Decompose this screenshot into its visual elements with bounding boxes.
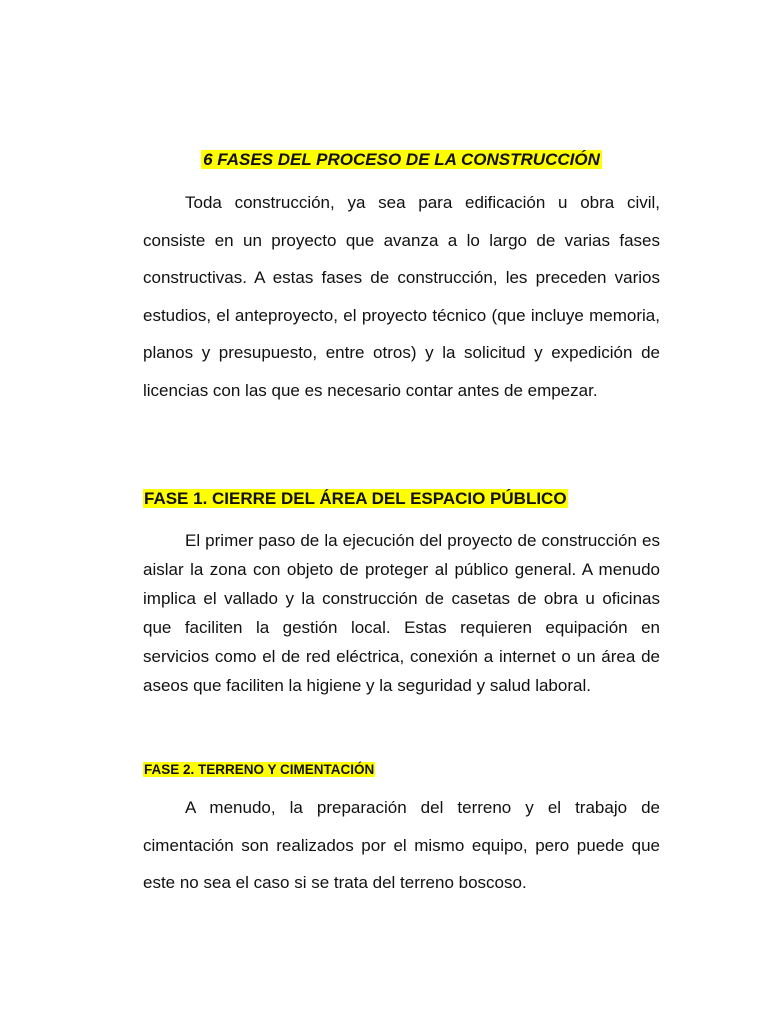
section-heading-fase-2 <box>143 760 660 780</box>
heading-highlight: FASE 1. CIERRE DEL ÁREA DEL ESPACIO PÚBLICO <box>144 489 567 508</box>
title-highlight: 6 FASES DEL PROCESO DE LA CONSTRUCCIÓN <box>203 150 600 169</box>
heading-highlight: FASE 2. TERRENO Y CIMENTACIÓN <box>144 762 375 777</box>
document-title <box>143 148 660 172</box>
section-body-fase-1: El primer paso de la ejecución del proyecto de construcción es aislar la zona con objeto de proteger al público general. A menudo implica el vallado y la construcción de casetas de obra u oficinas que faciliten la gestión local. Estas requieren equipación en servicios como el de red eléctrica, conexión a internet o un área de aseos que faciliten la higiene y la seguridad y salud laboral. <box>143 531 660 695</box>
section-body-fase-2: A menudo, la preparación del terreno y el trabajo de cimentación son realizados por el mismo equipo, pero puede que este no sea el caso si se trata del terreno boscoso. <box>143 798 660 892</box>
intro-paragraph: Toda construcción, ya sea para edificación u obra civil, consiste en un proyecto que avanza a lo largo de varias fases constructivas. A estas fases de construcción, les preceden varios estudios, el anteproyecto, el proyecto técnico (que incluye memoria, planos y presupuesto, entre otros) y la solicitud y expedición de licencias con las que es necesario contar antes de empezar. <box>143 193 660 400</box>
section-heading-fase-1 <box>143 486 660 512</box>
